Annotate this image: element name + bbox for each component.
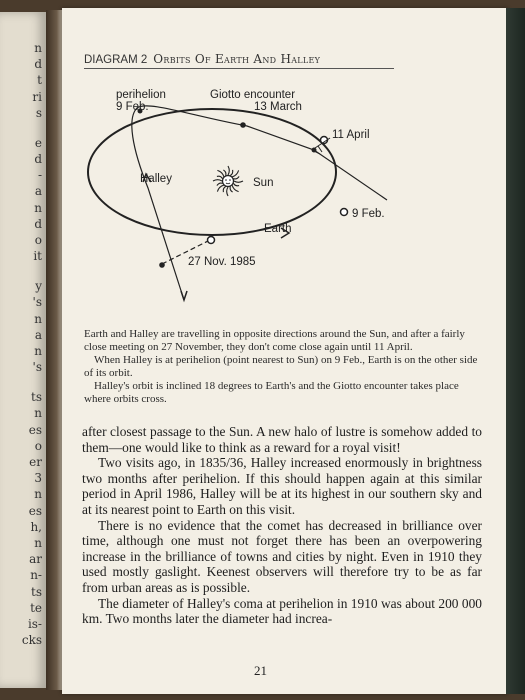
perihelion-date-label: 9 Feb. <box>116 101 149 113</box>
giotto-label: Giotto encounter <box>210 89 296 101</box>
halley-direction-arrow <box>181 291 187 300</box>
sun-label: Sun <box>253 177 274 189</box>
facing-page-fragment: ar <box>29 552 42 567</box>
facing-page-fragment: d <box>34 216 42 231</box>
giotto-date-label: 13 March <box>254 101 302 113</box>
body-paragraph: Two visits ago, in 1835/36, Halley increased enormously in brightness two months after perihelion. If this should happen again at this similar period in April 1986, Halley will be at its highest in our southern sky and at its nearest point to Earth on this visit. <box>82 455 482 517</box>
facing-page-fragment: n <box>34 536 42 550</box>
facing-page-fragment: y <box>35 279 42 294</box>
body-paragraph: The diameter of Halley's coma at perihelion in 1910 was about 200 000 km. Two months later the diameter had increa- <box>82 595 482 627</box>
april-tick-a <box>318 146 322 152</box>
caption-paragraph: Halley's orbit is inclined 18 degrees to Earth's and the Giotto encounter takes place where orbits cross. <box>84 380 459 405</box>
halley-nov-marker <box>159 262 165 268</box>
facing-page-fragment: n <box>34 311 42 326</box>
nov-label: 27 Nov. 1985 <box>188 256 256 268</box>
earth-nov-marker <box>208 237 215 244</box>
facing-page-fragment: o <box>34 438 42 453</box>
earth-feb-label: 9 Feb. <box>352 208 385 220</box>
facing-page-fragment: is- <box>27 617 42 631</box>
facing-page-fragment: 's <box>32 295 42 310</box>
perihelion-label: perihelion <box>116 89 166 101</box>
diagram-header <box>84 52 394 69</box>
caption-paragraph: Earth and Halley are travelling in opposite directions around the Sun, and after a fairly close meeting on 27 November, they don't come close again until 11 April. <box>84 328 465 353</box>
diagram-caption <box>84 328 484 406</box>
facing-page-fragment: h, <box>30 519 42 534</box>
orbit-diagram <box>62 78 508 318</box>
facing-page-fragment: it <box>33 249 42 264</box>
diagram-title: Orbits Of Earth And Halley <box>153 52 321 66</box>
facing-page-fragment: n <box>34 41 42 55</box>
body-paragraph: There is no evidence that the comet has decreased in brilliance over time, although one must not forget there has been an overpowering increase in the brilliance of towns and cities by night. Even in 1910 they used mostly gaslight. Keenest observers will therefore try to be as far from urban areas as is possible. <box>82 517 482 595</box>
book-page <box>62 8 508 694</box>
facing-page-fragment: te <box>30 600 42 615</box>
facing-page-fragment: ts <box>31 584 42 599</box>
facing-page-fragment: o <box>34 233 42 247</box>
facing-page-fragment: es <box>28 422 42 437</box>
facing-page-fragment: a <box>34 327 42 342</box>
facing-page-fragment: d <box>34 57 42 72</box>
facing-page-fragment: - <box>37 168 42 183</box>
diagram-label: DIAGRAM 2 <box>84 54 148 66</box>
earth-orbit <box>88 109 336 235</box>
facing-page-fragment: e <box>34 135 42 150</box>
earth-label: Earth <box>264 223 292 235</box>
giotto-encounter-marker <box>240 122 246 128</box>
facing-page-fragment: es <box>28 503 42 518</box>
facing-page-fragment: a <box>34 184 42 199</box>
april-label: 11 April <box>332 129 370 141</box>
facing-page-fragment: 3 <box>34 471 42 486</box>
earth-feb-marker <box>341 209 348 216</box>
body-text <box>82 424 482 627</box>
facing-page-fragment: 's <box>32 360 42 375</box>
facing-page-fragment: d <box>34 152 42 166</box>
facing-page-fragment: n <box>34 487 42 502</box>
facing-page <box>0 12 46 688</box>
facing-page-fragment: n <box>34 406 42 421</box>
facing-page-fragment: er <box>29 455 42 469</box>
halley-label: Halley <box>140 173 172 185</box>
facing-page-fragment: t <box>37 73 42 88</box>
facing-page-fragment: ts <box>31 390 42 405</box>
page-number: 21 <box>254 663 267 678</box>
facing-page-fragment: s <box>35 105 42 120</box>
facing-page-fragment: n <box>34 344 42 358</box>
body-paragraph: after closest passage to the Sun. A new halo of lustre is somehow added to them—one would like to think as a reward for a royal visit! <box>82 424 482 455</box>
caption-paragraph: When Halley is at perihelion (point nearest to Sun) on 9 Feb., Earth is on the other side of its orbit. <box>84 354 478 379</box>
facing-page-fragment: n- <box>30 568 42 583</box>
facing-page-fragment: ri <box>32 89 42 104</box>
facing-page-fragment: n <box>34 200 42 215</box>
sun-icon <box>213 166 243 196</box>
book-cover-edge <box>506 8 525 694</box>
facing-page-fragment: cks <box>21 633 42 648</box>
